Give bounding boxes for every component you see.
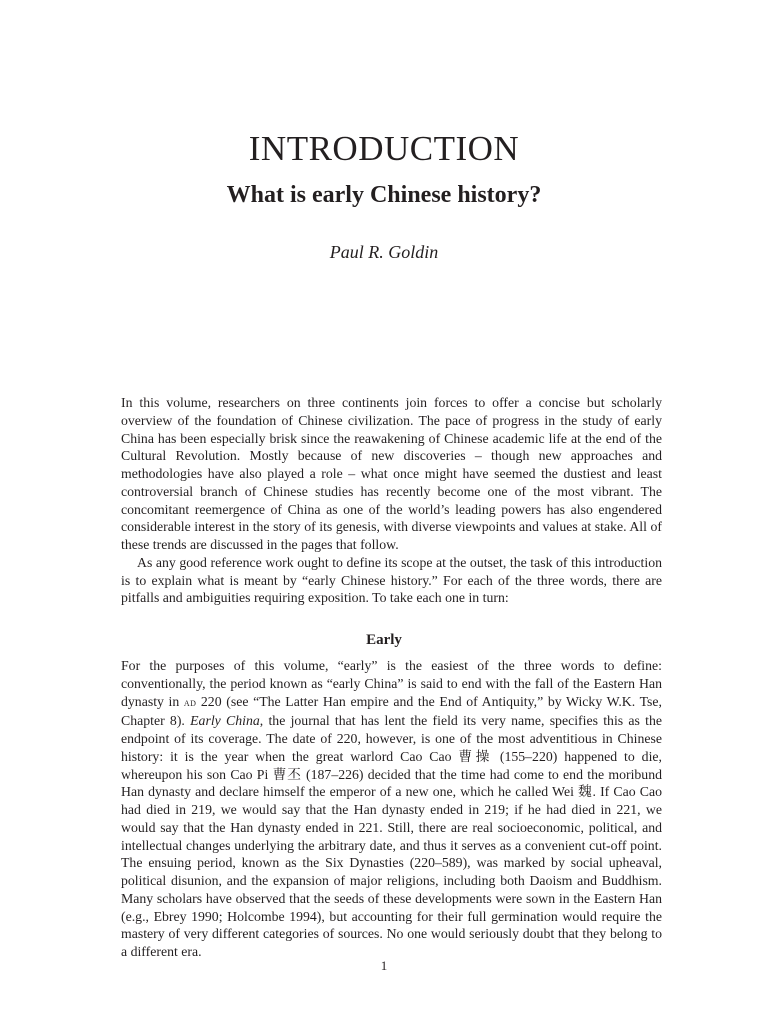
intro-text [121, 394, 662, 607]
section-text-run-b: 220 (see “The Latter Han empire and the End of Antiquity,” by Wicky W.K. Tse, Chapter 8). [121, 693, 662, 729]
chapter-subtitle: What is early Chinese history? [226, 182, 542, 208]
era-abbreviation: ad [183, 696, 197, 709]
section-heading-early: Early [366, 632, 402, 648]
chapter-title: INTRODUCTION [248, 129, 520, 168]
page-number: 1 [380, 958, 388, 973]
section-text-run-c: , the journal that has lent the field its very name, specifies this as the endpoint of its coverage. The date of 220, however, is one of the most adventitious in Chinese history: it is the year when the great warlord Cao Cao 曹操 (155–220) happened to die, whereupon his son Cao Pi 曹丕 (187–226) decided that the time had come to end the moribund Han dynasty and declare himself the emperor of a new one, which he called Wei 魏. If Cao Cao had died in 219, we would say that the Han dynasty ended in 219; if he had died in 221, we would say that the Han dynasty ended in 221. Still, there are real socioeconomic, political, and intellectual changes underlying the arbitrary date, and thus it serves as a convenient cut-off point. The ensuing period, known as the Six Dynasties (220–589), was marked by social upheaval, political disunion, and the expansion of major religions, including both Daoism and Buddhism. Many scholars have observed that the seeds of these developments were sown in the Eastern Han (e.g., Ebrey 1990; Holcombe 1994), but accounting for their full germination would require the mastery of very different categories of sources. No one would seriously doubt that they belong to a different era. [121, 713, 662, 959]
intro-paragraph-2: As any good reference work ought to define its scope at the outset, the task of this introduction is to explain what is meant by “early Chinese history.” For each of the three words, there are pitfalls and ambiguities requiring exposition. To take each one in turn: [121, 554, 662, 606]
author-name: Paul R. Goldin [329, 242, 439, 262]
section-text-run-a: For the purposes of this volume, “early” is the easiest of the three words to define: conventionally, the period known as “early China” is said to end with the fall of the Eastern Han dynasty in [121, 658, 662, 709]
journal-title: Early China [190, 713, 260, 729]
section-text [121, 657, 662, 961]
intro-paragraph-1: In this volume, researchers on three continents join forces to offer a concise but scholarly overview of the foundation of Chinese civilization. The pace of progress in the study of early China has been especially brisk since the reawakening of Chinese academic life at the end of the Cultural Revolution. Mostly because of new discoveries – though new approaches and methodologies have also played a role – what once might have seemed the dustiest and least controversial branch of Chinese studies has recently become one of the most vibrant. The concomitant reemergence of China as one of the world’s leading powers has also engendered considerable interest in the story of its genesis, with diverse viewpoints and values at stake. All of these trends are discussed in the pages that follow. [121, 395, 662, 552]
section-paragraph-1 [121, 657, 662, 961]
